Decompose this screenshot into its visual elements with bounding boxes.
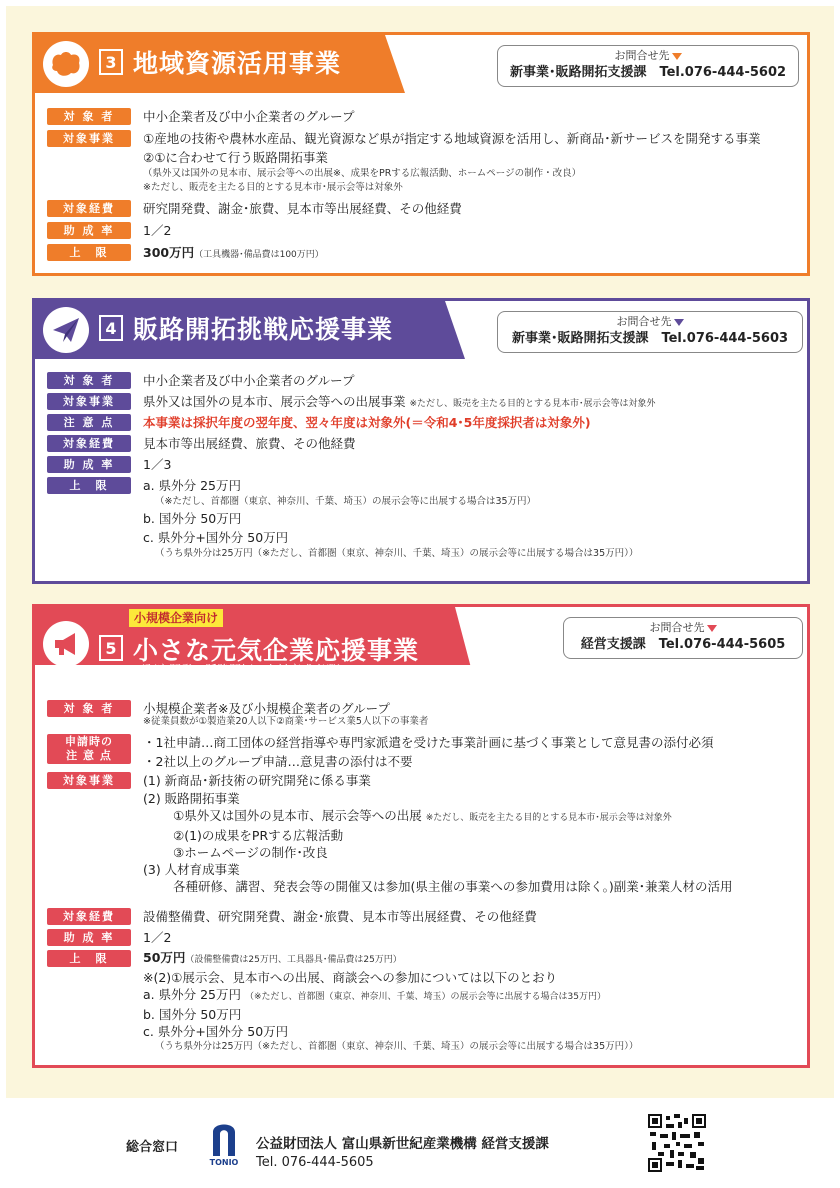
target-value: 中小企業者及び中小企業者のグループ <box>143 373 355 388</box>
expenses-value: 設備整備費、研究開発費、謝金･旅費、見本市等出展経費、その他経費 <box>143 909 537 924</box>
limit-note-2: ※(2)①展示会、見本市への出展、商談会への参加については以下のとおり <box>143 970 558 985</box>
footer-org: 公益財団法人 富山県新世紀産業機構 経営支援課 <box>256 1136 549 1152</box>
business-2: (2) 販路開拓事業 <box>143 791 240 806</box>
tag-limit: 上 限 <box>47 950 131 967</box>
section-number: 4 <box>99 315 123 341</box>
contact-tel: 新事業･販路開拓支援課 Tel.076-444-5603 <box>511 331 789 346</box>
caution-line-1: ・1社申請…商工団体の経営指導や専門家派遣を受けた事業計画に基づく事業として意見書の添付必須 <box>143 735 714 750</box>
expenses-value: 見本市等出展経費、旅費、その他経費 <box>143 436 356 451</box>
footer-window-label: 総合窓口 <box>126 1140 179 1155</box>
tag-expenses: 対象経費 <box>47 200 131 217</box>
tag-application-caution <box>47 734 131 764</box>
rate-value: 1／3 <box>143 457 172 472</box>
contact-box <box>563 617 803 659</box>
business-value: 県外又は国外の見本市、展示会等への出展事業 <box>143 394 406 409</box>
limit-a-note: （※ただし、首都圏（東京、神奈川、千葉、埼玉）の展示会等に出展する場合は35万円） <box>244 992 606 1002</box>
paper-plane-icon <box>43 307 89 353</box>
business-2b: ②(1)の成果をPRする広報活動 <box>173 828 344 843</box>
limit-note: （工具機器･備品費は100万円） <box>194 250 324 260</box>
business-2a: ①県外又は国外の見本市、展示会等への出展 <box>173 808 422 823</box>
section-3-rows <box>47 107 760 265</box>
contact-tel: 経営支援課 Tel.076-444-5605 <box>580 637 786 652</box>
section-title: 販路開拓挑戦応援事業 <box>133 315 394 344</box>
section-title: 小さな元気企業応援事業 <box>133 636 420 665</box>
contact-label: お問合せ先 <box>616 315 672 328</box>
target-note: ※従業員数が①製造業20人以下②商業･サービス業5人以下の事業者 <box>143 716 429 727</box>
limit-a: a. 県外分 25万円 <box>143 478 241 493</box>
limit-b: b. 国外分 50万円 <box>143 1007 242 1022</box>
tag-business: 対象事業 <box>47 130 131 147</box>
tag-business: 対象事業 <box>47 772 131 789</box>
target-value: 小規模企業者※及び小規模企業者のグループ <box>143 701 390 716</box>
rate-value: 1／2 <box>143 930 172 945</box>
tag-limit: 上 限 <box>47 477 131 494</box>
megaphone-icon <box>43 621 89 667</box>
section-5-rows <box>47 699 733 1053</box>
business-note: ※ただし、販売を主たる目的とする見本市･展示会等は対象外 <box>409 399 656 409</box>
business-note-1: （県外又は国外の見本市、展示会等への出展※、成果をPRする広報活動、ホームページの制作・改良） <box>143 168 582 179</box>
section-title: 地域資源活用事業 <box>133 49 342 78</box>
tag-target: 対 象 者 <box>47 372 131 389</box>
tonio-logo <box>204 1118 244 1170</box>
tag-target: 対 象 者 <box>47 700 131 717</box>
business-2c: ③ホームページの制作･改良 <box>173 845 328 860</box>
contact-label: お問合せ先 <box>614 49 670 62</box>
limit-note: （設備整備費は25万円、工具器具･備品費は25万円） <box>185 955 402 965</box>
tag-application-caution-line-1: 申請時の <box>65 735 113 748</box>
tag-rate: 助 成 率 <box>47 456 131 473</box>
caution-line-2: ・2社以上のグループ申請…意見書の添付は不要 <box>143 754 413 769</box>
limit-c: c. 県外分+国外分 50万円 <box>143 530 289 545</box>
tonio-logo-text: TONIO <box>209 1158 239 1167</box>
triangle-down-icon <box>672 53 682 60</box>
qr-code-icon <box>648 1114 706 1172</box>
expenses-value: 研究開発費、謝金･旅費、見本市等出展経費、その他経費 <box>143 201 462 216</box>
tag-target: 対 象 者 <box>47 108 131 125</box>
footer-tel: Tel. 076-444-5605 <box>256 1155 374 1170</box>
tag-limit: 上 限 <box>47 244 131 261</box>
target-value: 中小企業者及び中小企業者のグループ <box>143 109 355 124</box>
business-3a: 各種研修、講習、発表会等の開催又は参加(県主催の事業への参加費用は除く。)副業･兼業人材の活用 <box>173 879 733 894</box>
business-line-2: ②①に合わせて行う販路開拓事業 <box>143 150 328 165</box>
limit-c: c. 県外分+国外分 50万円 <box>143 1024 289 1039</box>
business-note-2: ※ただし、販売を主たる目的とする見本市･展示会等は対象外 <box>143 182 403 193</box>
triangle-down-icon <box>674 319 684 326</box>
tag-expenses: 対象経費 <box>47 435 131 452</box>
limit-a: a. 県外分 25万円 <box>143 987 241 1002</box>
business-2a-note: ※ただし、販売を主たる目的とする見本市･展示会等は対象外 <box>425 813 672 823</box>
limit-c-note: （うち県外分は25万円（※ただし、首都圏（東京、神奈川、千葉、埼玉）の展示会等に出展する場合は35万円）） <box>155 548 639 559</box>
section-number: 5 <box>99 635 123 661</box>
small-business-badge: 小規模企業向け <box>129 609 223 627</box>
contact-label: お問合せ先 <box>649 621 705 634</box>
section-number: 3 <box>99 49 123 75</box>
business-1: (1) 新商品･新技術の研究開発に係る事業 <box>143 773 371 788</box>
tag-application-caution-line-2: 注 意 点 <box>66 749 112 762</box>
contact-tel: 新事業･販路開拓支援課 Tel.076-444-5602 <box>509 65 787 80</box>
limit-c-note: （うち県外分は25万円（※ただし、首都圏（東京、神奈川、千葉、埼玉）の展示会等に出展する場合は35万円）） <box>155 1041 639 1052</box>
business-line-1: ①産地の技術や農林水産品、観光資源など県が指定する地域資源を活用し、新商品･新サービスを開発する事業 <box>143 131 761 146</box>
contact-box <box>497 311 803 353</box>
section-4-rows <box>47 371 656 572</box>
limit-value: 50万円 <box>143 950 186 965</box>
business-3: (3) 人材育成事業 <box>143 862 240 877</box>
caution-value: 本事業は採択年度の翌年度、翌々年度は対象外(＝令和4･5年度採択者は対象外) <box>143 415 591 430</box>
section-4 <box>32 298 810 584</box>
limit-value: 300万円 <box>143 245 195 260</box>
tag-business: 対象事業 <box>47 393 131 410</box>
limit-a-note: （※ただし、首都圏（東京、神奈川、千葉、埼玉）の展示会等に出展する場合は35万円） <box>155 496 537 507</box>
rate-value: 1／2 <box>143 223 172 238</box>
triangle-down-icon <box>707 625 717 632</box>
limit-b: b. 国外分 50万円 <box>143 511 242 526</box>
tag-caution: 注 意 点 <box>47 414 131 431</box>
tag-expenses: 対象経費 <box>47 908 131 925</box>
tag-rate: 助 成 率 <box>47 929 131 946</box>
tag-rate: 助 成 率 <box>47 222 131 239</box>
toyama-map-icon <box>43 41 89 87</box>
section-subtitle: （研究開発、販路開拓、人材育成事業） <box>133 663 350 677</box>
section-5 <box>32 604 810 1068</box>
section-3 <box>32 32 810 276</box>
contact-box <box>497 45 799 87</box>
